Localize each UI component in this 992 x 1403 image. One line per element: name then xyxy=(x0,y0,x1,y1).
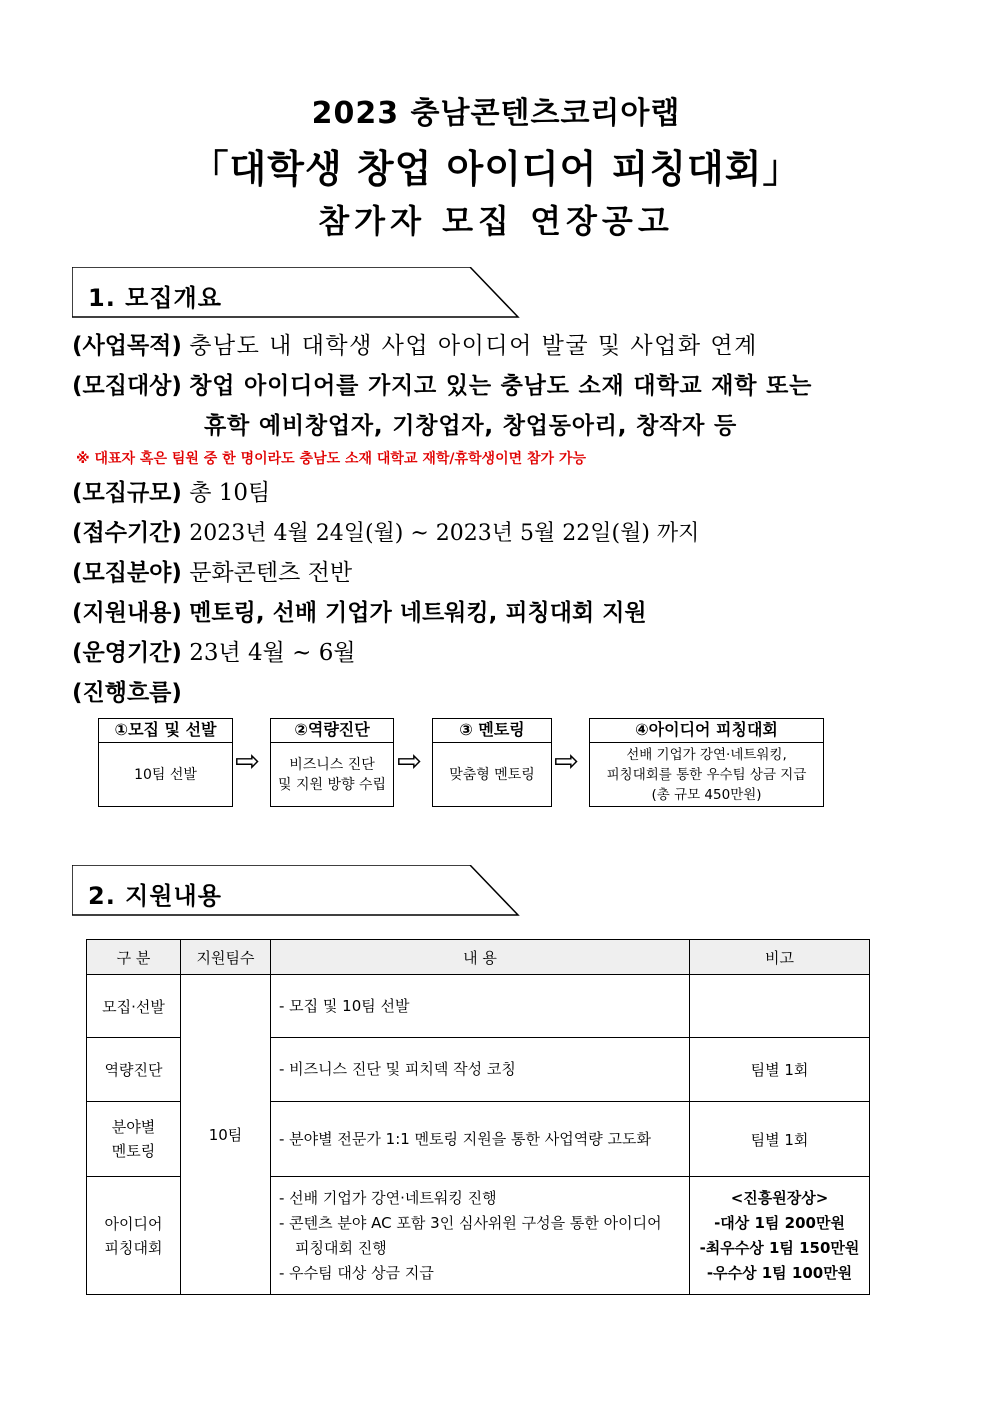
flow-step-2-text-2: 및 지원 방향 수립 xyxy=(277,776,387,793)
header-content: 내 용 xyxy=(271,940,690,975)
row2-note: 팀별 1회 xyxy=(690,1038,870,1102)
title-notice: 참가자 모집 연장공고 xyxy=(318,202,674,240)
flow-step-4-text-3: (총 규모 450만원) xyxy=(651,786,762,803)
flow-step-3-text: 맞춤형 멘토링 xyxy=(449,766,535,783)
row3-content: - 분야별 전문가 1:1 멘토링 지원을 통한 사업역량 고도화 xyxy=(271,1102,690,1177)
row4-category-line2: 피칭대회 xyxy=(104,1238,163,1257)
support-table xyxy=(86,939,870,1295)
flow-step-4-body xyxy=(590,743,823,806)
row3-category xyxy=(87,1102,181,1177)
row-operation xyxy=(72,634,356,667)
header-category: 구 분 xyxy=(87,940,181,975)
scale-value: 총 10팀 xyxy=(189,480,271,506)
flow-step-1-head: ①모집 및 선발 xyxy=(99,719,232,743)
table-row xyxy=(87,975,870,1038)
row4-category xyxy=(87,1177,181,1295)
flow-step-2-text-1: 비즈니스 진단 xyxy=(289,756,375,773)
teams-cell: 10팀 xyxy=(181,975,271,1295)
flow-step-4-text-1: 선배 기업가 강연·네트워킹, xyxy=(626,746,787,763)
support-label: (지원내용) xyxy=(72,600,182,626)
flow-arrow-icon: ⇨ xyxy=(554,744,580,779)
flow-step-4 xyxy=(589,718,824,807)
title-year: 2023 충남콘텐츠코리아랩 xyxy=(311,96,681,131)
row-period xyxy=(72,514,699,547)
row2-content: - 비즈니스 진단 및 피치덱 작성 코칭 xyxy=(271,1038,690,1102)
flow-arrow-icon: ⇨ xyxy=(397,744,423,779)
support-value: 멘토링, 선배 기업가 네트워킹, 피칭대회 지원 xyxy=(189,600,647,626)
flow-step-3 xyxy=(432,718,552,807)
operation-label: (운영기간) xyxy=(72,640,182,666)
flow-step-4-head: ④아이디어 피칭대회 xyxy=(590,719,823,743)
flow-step-1-text: 10팀 선발 xyxy=(134,766,197,783)
row4-note-line4: -우수상 1팀 100만원 xyxy=(706,1263,853,1282)
header-note: 비고 xyxy=(690,940,870,975)
flow-step-2-body xyxy=(271,743,393,806)
flow-step-2-head: ②역량진단 xyxy=(271,719,393,743)
target-value-line1: 창업 아이디어를 가지고 있는 충남도 소재 대학교 재학 또는 xyxy=(189,373,813,399)
section2-heading: 2. 지원내용 xyxy=(88,882,222,910)
section1-heading: 1. 모집개요 xyxy=(88,284,222,312)
flow-label: (진행흐름) xyxy=(72,680,182,706)
row4-content xyxy=(271,1177,690,1295)
row4-content-line4: - 우수팀 대상 상금 지급 xyxy=(279,1263,434,1282)
row4-note xyxy=(690,1177,870,1295)
period-value: 2023년 4월 24일(월) ~ 2023년 5월 22일(월) 까지 xyxy=(189,521,700,546)
row1-note xyxy=(690,975,870,1038)
header-teams: 지원팀수 xyxy=(181,940,271,975)
row3-category-line1: 분야별 xyxy=(111,1118,156,1136)
eligibility-note: ※ 대표자 혹은 팀원 중 한 명이라도 충남도 소재 대학교 재학/휴학생이면 참가 가능 xyxy=(76,451,586,467)
row1-content: - 모집 및 10팀 선발 xyxy=(271,975,690,1038)
title-main: 「대학생 창업 아이디어 피칭대회」 xyxy=(190,147,802,191)
flow-step-3-head: ③ 멘토링 xyxy=(433,719,551,743)
flow-step-3-body xyxy=(433,743,551,806)
row-support xyxy=(72,594,647,627)
flow-step-1 xyxy=(98,718,233,807)
row4-note-line3: -최우수상 1팀 150만원 xyxy=(699,1238,860,1257)
flow-step-2 xyxy=(270,718,394,807)
purpose-label: (사업목적) xyxy=(72,333,182,359)
row1-category: 모집·선발 xyxy=(87,975,181,1038)
row3-category-line2: 멘토링 xyxy=(111,1142,156,1160)
row-scale xyxy=(72,474,270,507)
row4-content-line1: - 선배 기업가 강연·네트워킹 진행 xyxy=(279,1188,497,1207)
row-target xyxy=(72,367,812,400)
row4-category-line1: 아이디어 xyxy=(104,1214,163,1233)
flow-arrow-icon: ⇨ xyxy=(235,744,261,779)
field-label: (모집분야) xyxy=(72,560,182,586)
flow-step-4-text-2: 피칭대회를 통한 우수팀 상금 지급 xyxy=(606,766,807,783)
target-label: (모집대상) xyxy=(72,373,182,399)
operation-value: 23년 4월 ~ 6월 xyxy=(189,640,356,666)
period-label: (접수기간) xyxy=(72,520,182,546)
section1-heading-box xyxy=(72,267,520,319)
row4-content-line3: 피칭대회 진행 xyxy=(295,1238,387,1257)
row4-note-line2: -대상 1팀 200만원 xyxy=(714,1213,845,1232)
field-value: 문화콘텐츠 전반 xyxy=(189,560,353,586)
flow-step-1-body xyxy=(99,743,232,806)
target-value-line2: 휴학 예비창업자, 기창업자, 창업동아리, 창작자 등 xyxy=(204,413,738,439)
row4-content-line2: - 콘텐츠 분야 AC 포함 3인 심사위원 구성을 통한 아이디어 xyxy=(279,1213,662,1232)
section2-heading-box xyxy=(72,865,520,917)
row2-category: 역량진단 xyxy=(87,1038,181,1102)
row4-note-line1: <진흥원장상> xyxy=(730,1188,829,1207)
scale-label: (모집규모) xyxy=(72,480,182,506)
row-flow xyxy=(72,674,182,707)
row-purpose xyxy=(72,327,758,360)
table-header-row xyxy=(87,940,870,975)
row3-note: 팀별 1회 xyxy=(690,1102,870,1177)
row-field xyxy=(72,554,352,587)
purpose-value: 충남도 내 대학생 사업 아이디어 발굴 및 사업화 연계 xyxy=(189,333,758,359)
row-target-cont xyxy=(204,407,737,440)
